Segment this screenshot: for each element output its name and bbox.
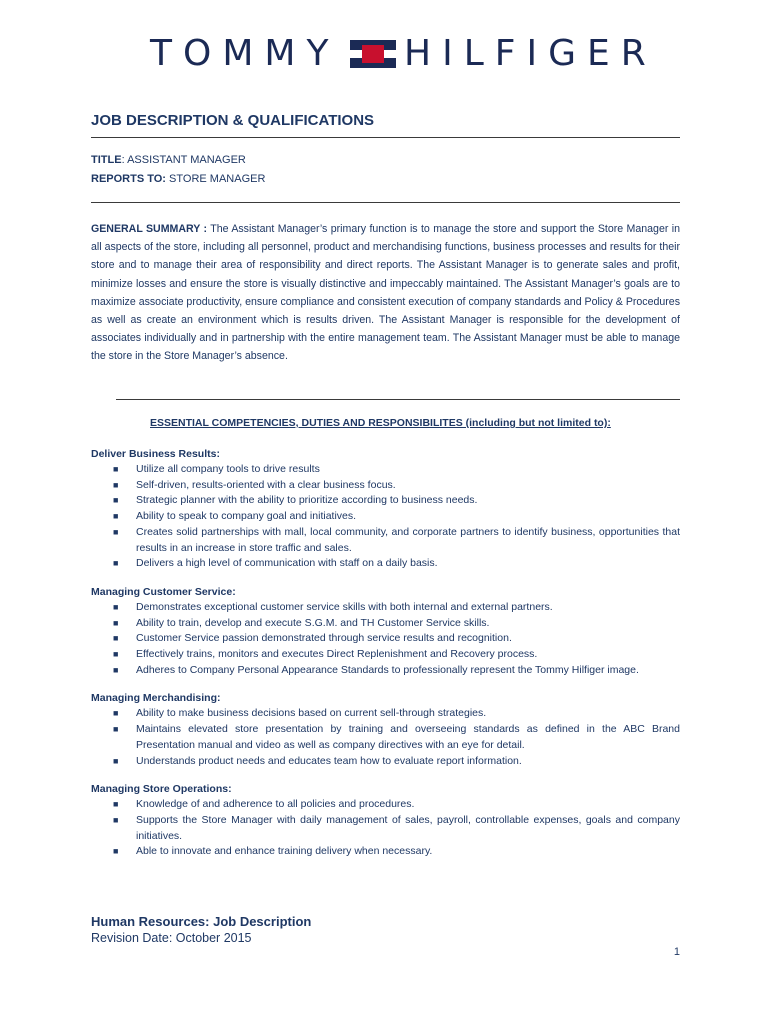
job-title-label: TITLE [91,154,122,166]
duty-text: Ability to speak to company goal and initiatives. [136,510,357,523]
meta-divider [91,202,680,203]
duty-list-item [91,478,680,494]
square-bullet-icon: ■ [113,755,119,766]
section-title: Managing Merchandising: [91,692,221,705]
duty-list-item [91,813,680,844]
competency-section [91,585,680,679]
duty-list-item [91,706,680,722]
square-bullet-icon: ■ [113,724,119,735]
square-bullet-icon: ■ [113,511,119,522]
square-bullet-icon: ■ [113,664,119,675]
duty-text: Creates solid partnerships with mall, local community, and corporate partners to identify business, opportunities that results in an increase in store traffic and sales. [136,525,680,554]
square-bullet-icon: ■ [113,479,119,490]
section-title: Managing Customer Service: [91,585,236,598]
square-bullet-icon: ■ [113,558,119,569]
general-summary-text: The Assistant Manager’s primary function is to manage the store and support the Store Manager in all aspects of the store, including all personnel, product and merchandising functions, business processes and results for their store and to manage their area of responsibility and direct reports. The Assistant Manager is to generate sales and profit, minimize losses and ensure the store is visually distinctive and impeccably maintained. The Assistant Manager’s goals are to maximize associate productivity, ensure compliance and consistent execution of company standards and Policy & Procedures as well as create an environment which is results driven. The Assistant Manager is responsible for the development of associates individually and in partnership with the entire management team. The Assistant Manager must be able to manage the store in the Store Manager’s absence. [91,223,680,363]
document-title: JOB DESCRIPTION & QUALIFICATIONS [91,112,375,129]
section-title: Managing Store Operations: [91,783,232,796]
duty-list [91,797,680,860]
duty-text: Supports the Store Manager with daily management of sales, payroll, controllable expenses, goals and company initiatives. [136,813,680,842]
duty-text: Understands product needs and educates team how to evaluate report information. [136,754,522,767]
duty-list [91,706,680,769]
duty-list-item [91,600,680,616]
competency-section [91,691,680,769]
job-title-line [91,154,246,166]
duty-text: Maintains elevated store presentation by training and overseeing standards as defined in the ABC Brand Presentation manual and video as well as company directives with an eye for detail. [136,723,680,751]
reports-to-line [91,173,265,185]
general-summary [91,220,680,366]
duty-text: Strategic planner with the ability to prioritize according to business needs. [136,494,478,507]
competencies-heading: ESSENTIAL COMPETENCIES, DUTIES AND RESPONSIBILITES (including but not limited to): [150,417,611,429]
brand-logo [0,34,770,74]
duty-text: Utilize all company tools to drive results [136,463,320,475]
logo-word-right: HILFIGER [404,33,657,74]
revision-date: Revision Date: October 2015 [91,931,252,945]
reports-to-label: REPORTS TO: [91,173,166,185]
duty-list-item [91,647,680,663]
duty-list-item [91,631,680,647]
competency-section [91,782,680,860]
duty-text: Knowledge of and adherence to all policies and procedures. [136,798,415,811]
duty-text: Adheres to Company Personal Appearance Standards to professionally represent the Tommy Hilfiger image. [136,663,639,676]
square-bullet-icon: ■ [113,799,119,810]
duty-list-item [91,493,680,509]
summary-divider [116,399,680,400]
duty-list [91,600,680,679]
duty-list-item [91,616,680,632]
job-title-value: : ASSISTANT MANAGER [121,154,246,166]
square-bullet-icon: ■ [113,649,119,660]
duty-list-item [91,722,680,753]
duty-list-item [91,797,680,813]
duty-list-item [91,754,680,770]
logo-word-left: TOMMY [150,33,340,74]
duty-text: Customer Service passion demonstrated through service results and recognition. [136,632,512,645]
duty-list-item [91,663,680,679]
duty-list-item [91,525,680,556]
square-bullet-icon: ■ [113,814,119,825]
duty-list-item [91,462,680,478]
title-divider [91,137,680,138]
duty-list-item [91,556,680,572]
duty-text: Ability to train, develop and execute S.G.M. and TH Customer Service skills. [136,616,490,629]
square-bullet-icon: ■ [113,846,119,857]
general-summary-label: GENERAL SUMMARY : [91,223,208,235]
square-bullet-icon: ■ [113,495,119,506]
section-title: Deliver Business Results: [91,448,220,460]
square-bullet-icon: ■ [113,601,119,612]
square-bullet-icon: ■ [113,526,119,537]
square-bullet-icon: ■ [113,708,119,719]
duty-list-item [91,844,680,860]
footer-title: Human Resources: Job Description [91,914,312,929]
duty-text: Ability to make business decisions based on current sell-through strategies. [136,707,487,720]
square-bullet-icon: ■ [113,633,119,644]
competency-section [91,447,680,572]
flag-icon [350,40,396,68]
square-bullet-icon: ■ [113,464,119,474]
competency-sections [91,447,680,873]
duty-text: Self-driven, results-oriented with a clear business focus. [136,478,396,491]
duty-text: Demonstrates exceptional customer service skills with both internal and external partners. [136,600,553,613]
duty-text: Effectively trains, monitors and executes Direct Replenishment and Recovery process. [136,648,538,661]
duty-list-item [91,509,680,525]
duty-list [91,462,680,572]
square-bullet-icon: ■ [113,617,119,628]
page-number: 1 [673,946,680,958]
reports-to-value: STORE MANAGER [165,173,266,185]
duty-text: Able to innovate and enhance training delivery when necessary. [136,845,433,858]
duty-text: Delivers a high level of communication with staff on a daily basis. [136,557,438,570]
